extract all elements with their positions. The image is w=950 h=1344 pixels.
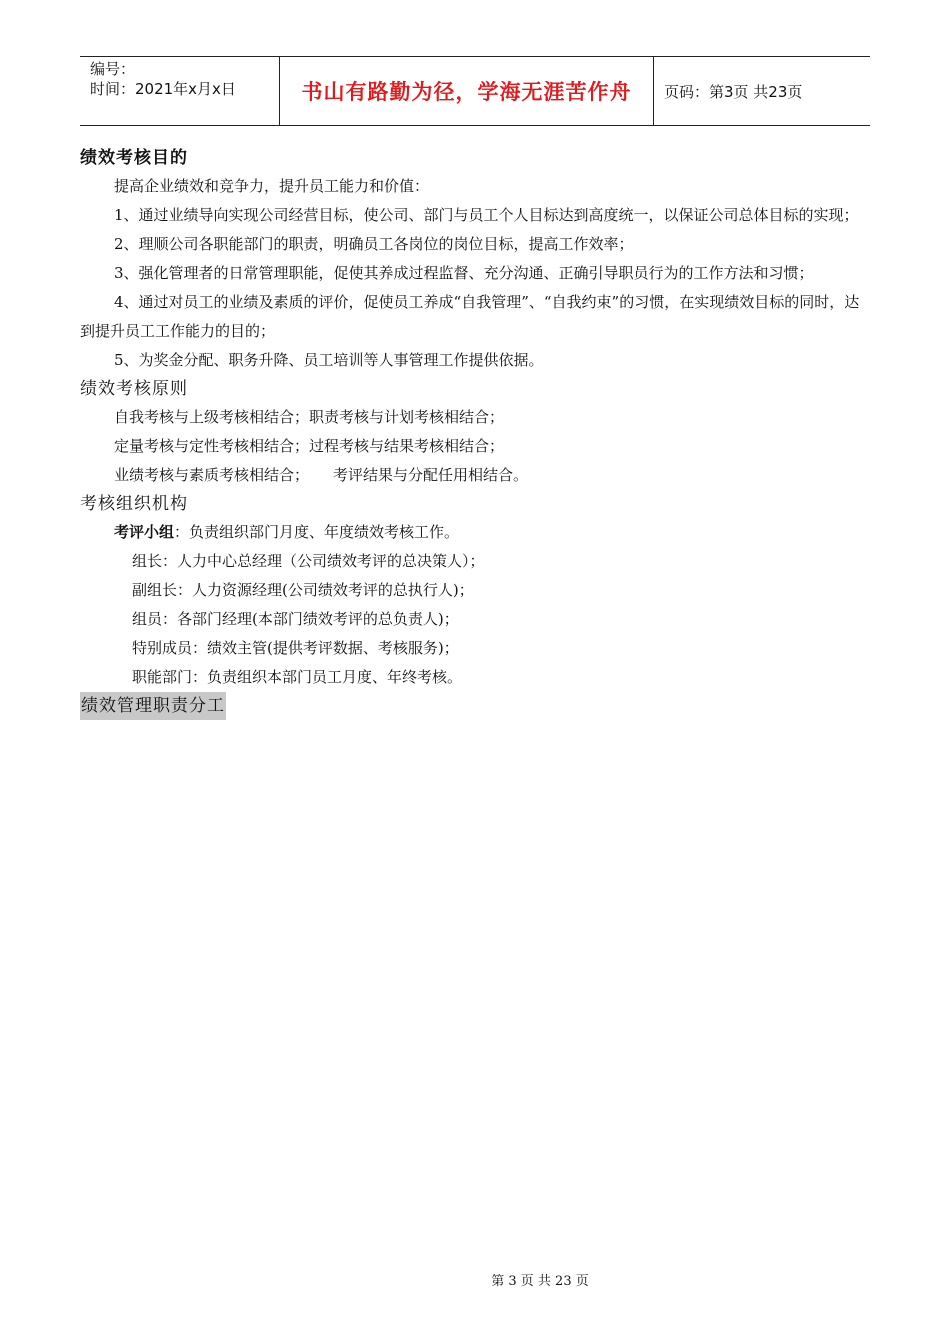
purpose-intro: 提高企业绩效和竞争力，提升员工能力和价值： (114, 177, 430, 195)
header-motto: 书山有路勤为径，学海无涯苦作舟 (280, 57, 654, 125)
page-header (80, 56, 870, 126)
purpose-item: 4、通过对员工的业绩及素质的评价，促使员工养成“自我管理”、“自我约束”的习惯，在实现绩效目标的同时，达到提升员工工作能力的目的； (80, 293, 860, 340)
section-title-duties: 绩效管理职责分工 (80, 692, 226, 720)
purpose-item: 5、为奖金分配、职务升降、员工培训等人事管理工作提供依据。 (114, 351, 544, 369)
principle-line-part: 考评结果与分配任用相结合。 (333, 466, 529, 484)
section-title-organization: 考核组织机构 (80, 494, 188, 514)
organization-member: 组长：人力中心总经理（公司绩效考评的总决策人）； (132, 552, 485, 570)
header-meta (80, 57, 280, 125)
document-time: 时间：2021年x月x日 (90, 80, 236, 98)
page-footer: 第 3 页 共 23 页 (491, 1274, 589, 1289)
evaluation-group-text: ：负责组织部门月度、年度绩效考核工作。 (174, 523, 460, 541)
organization-member: 副组长：人力资源经理(公司绩效考评的总执行人)； (132, 581, 474, 599)
organization-lead (80, 518, 870, 547)
header-page-number: 页码：第3页 共23页 (664, 82, 803, 101)
principle-line (80, 461, 870, 490)
document-body (80, 144, 870, 720)
document-number: 编号： (90, 60, 136, 78)
purpose-item: 1、通过业绩导向实现公司经营目标，使公司、部门与员工个人目标达到高度统一，以保证公司总体目标的实现； (114, 206, 859, 224)
section-title-principles: 绩效考核原则 (80, 379, 188, 399)
organization-member: 特别成员：绩效主管(提供考评数据、考核服务)； (132, 639, 459, 657)
principle-line-part: 业绩考核与素质考核相结合； (114, 466, 310, 484)
section-title-purpose: 绩效考核目的 (80, 148, 188, 168)
organization-member: 组员：各部门经理(本部门绩效考评的总负责人)； (132, 610, 459, 628)
purpose-item: 3、强化管理者的日常管理职能，促使其养成过程监督、充分沟通、正确引导职员行为的工作方法和习惯； (114, 264, 814, 282)
principle-line: 定量考核与定性考核相结合；过程考核与结果考核相结合； (114, 437, 505, 455)
organization-member: 职能部门：负责组织本部门员工月度、年终考核。 (132, 668, 463, 686)
purpose-item: 2、理顺公司各职能部门的职责，明确员工各岗位的岗位目标，提高工作效率； (114, 235, 634, 253)
evaluation-group-label: 考评小组 (114, 523, 175, 541)
principle-line: 自我考核与上级考核相结合；职责考核与计划考核相结合； (114, 408, 505, 426)
